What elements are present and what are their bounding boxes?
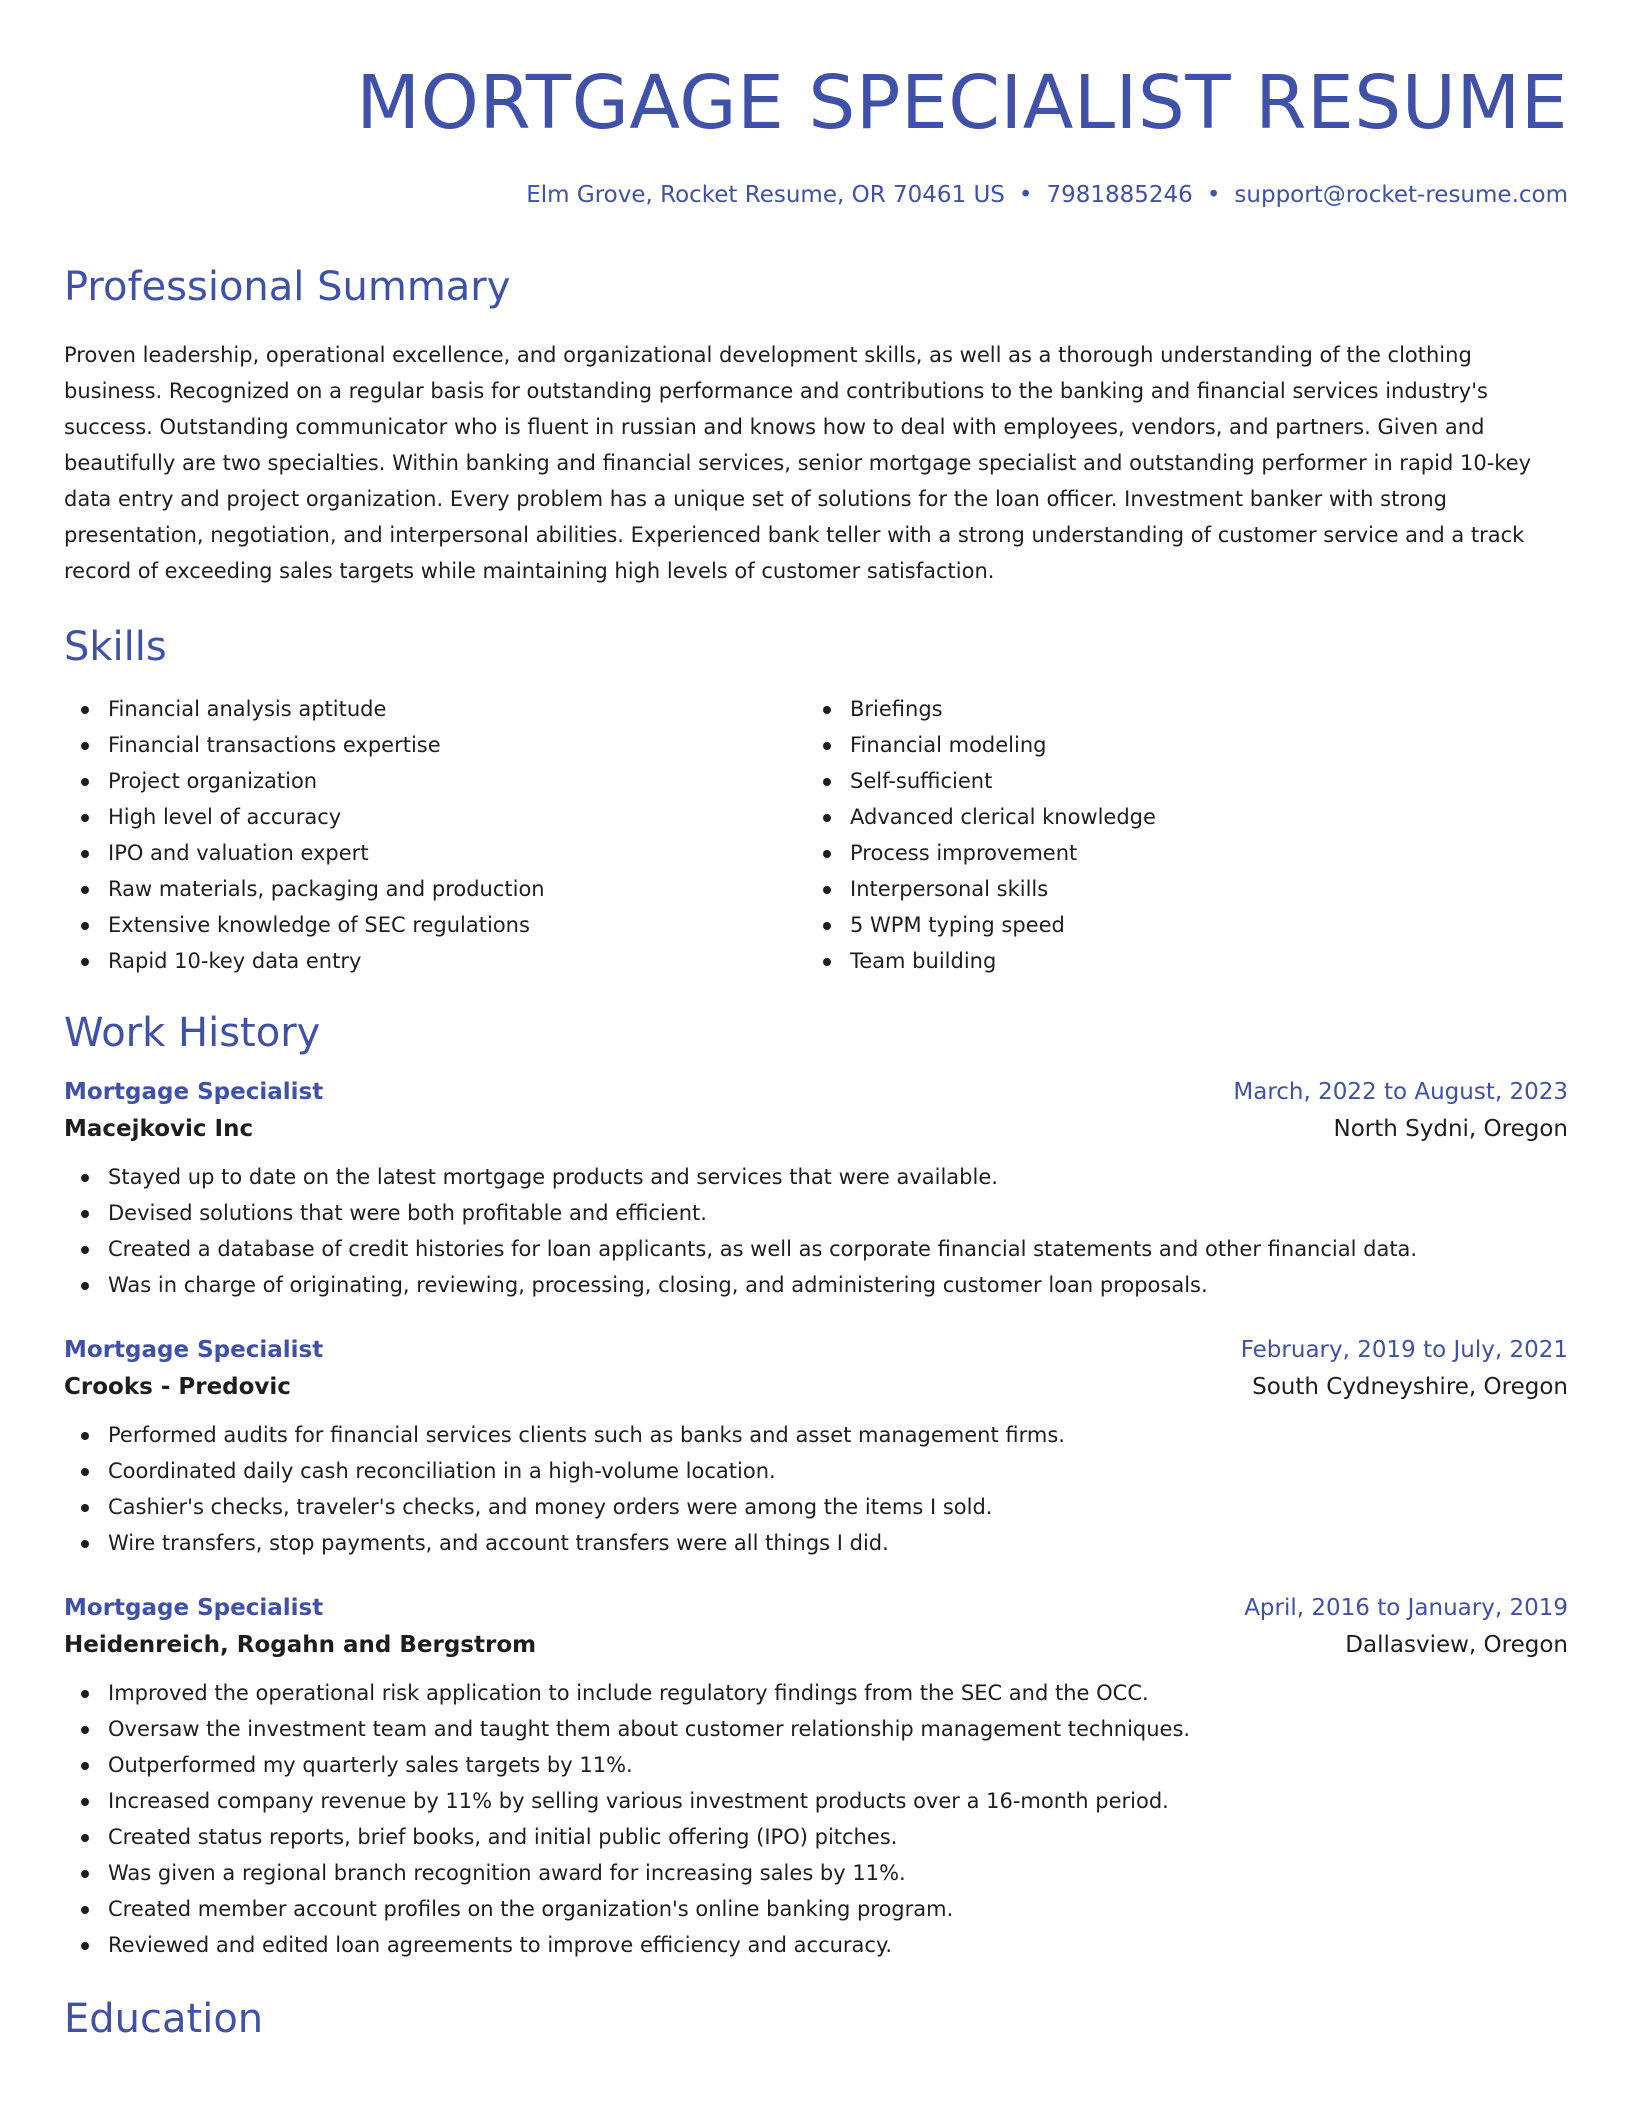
job-dates: March, 2022 to August, 2023: [1233, 1079, 1568, 1105]
duty-item: Coordinated daily cash reconciliation in a high-volume location.: [64, 1453, 1568, 1489]
contact-separator: •: [1018, 182, 1033, 208]
duty-item: Stayed up to date on the latest mortgage products and services that were available.: [64, 1159, 1568, 1195]
job-entry: [64, 1339, 1568, 1561]
job-company: Crooks - Predovic: [64, 1374, 291, 1400]
contact-separator: •: [1206, 182, 1221, 208]
resume-page: [64, 0, 1568, 2042]
skill-item: Financial modeling: [806, 727, 1548, 763]
job-company: Macejkovic Inc: [64, 1116, 254, 1142]
job-title: Mortgage Specialist: [64, 1595, 324, 1621]
job-entry: [64, 1081, 1568, 1303]
skills-left-list: [64, 691, 806, 979]
job-title: Mortgage Specialist: [64, 1079, 324, 1105]
skill-item: Financial analysis aptitude: [64, 691, 806, 727]
skill-item: Briefings: [806, 691, 1548, 727]
skill-item: Self-sufficient: [806, 763, 1548, 799]
duty-item: Performed audits for financial services clients such as banks and asset management firms.: [64, 1417, 1568, 1453]
job-company: Heidenreich, Rogahn and Bergstrom: [64, 1632, 537, 1658]
skill-item: Rapid 10-key data entry: [64, 943, 806, 979]
skill-item: 5 WPM typing speed: [806, 907, 1548, 943]
resume-title: MORTGAGE SPECIALIST RESUME: [356, 60, 1568, 146]
duty-item: Increased company revenue by 11% by selling various investment products over a 16-month period.: [64, 1783, 1568, 1819]
job-duties: [64, 1417, 1568, 1561]
education-heading: Education: [64, 1996, 264, 2042]
job-title: Mortgage Specialist: [64, 1337, 324, 1363]
summary-heading: Professional Summary: [64, 264, 511, 310]
skill-item: Process improvement: [806, 835, 1548, 871]
contact-email: support@rocket-resume.com: [1234, 182, 1568, 208]
skill-item: Extensive knowledge of SEC regulations: [64, 907, 806, 943]
job-location: North Sydni, Oregon: [1333, 1116, 1568, 1142]
duty-item: Created member account profiles on the organization's online banking program.: [64, 1891, 1568, 1927]
work-history-heading: Work History: [64, 1010, 321, 1056]
contact-line: [64, 184, 1568, 207]
job-dates: February, 2019 to July, 2021: [1240, 1337, 1568, 1363]
duty-item: Was in charge of originating, reviewing, processing, closing, and administering customer loan proposals.: [64, 1267, 1568, 1303]
duty-item: Outperformed my quarterly sales targets by 11%.: [64, 1747, 1568, 1783]
skill-item: Project organization: [64, 763, 806, 799]
duty-item: Cashier's checks, traveler's checks, and money orders were among the items I sold.: [64, 1489, 1568, 1525]
skill-item: Team building: [806, 943, 1548, 979]
job-duties: [64, 1675, 1568, 1963]
job-location: South Cydneyshire, Oregon: [1252, 1374, 1568, 1400]
duty-item: Improved the operational risk application to include regulatory findings from the SEC and the OCC.: [64, 1675, 1568, 1711]
job-duties: [64, 1159, 1568, 1303]
skill-item: High level of accuracy: [64, 799, 806, 835]
duty-item: Created a database of credit histories for loan applicants, as well as corporate financial statements and other financial data.: [64, 1231, 1568, 1267]
summary-text: Proven leadership, operational excellence, and organizational development skills, as well as a thorough understanding of the clothing business. Recognized on a regular basis for outstanding performance and contributions to the banking and financial services industry's success. Outstanding communicator who is fluent in russian and knows how to deal with employees, vendors, and partners. Given and beautifully are two specialties. Within banking and financial services, senior mortgage specialist and outstanding performer in rapid 10-key data entry and project organization. Every problem has a unique set of solutions for the loan officer. Investment banker with strong presentation, negotiation, and interpersonal abilities. Experienced bank teller with a strong understanding of customer service and a track record of exceeding sales targets while maintaining high levels of customer satisfaction.: [64, 343, 1532, 583]
duty-item: Was given a regional branch recognition award for increasing sales by 11%.: [64, 1855, 1568, 1891]
skills-columns: [64, 691, 1568, 979]
job-entry: [64, 1597, 1568, 1963]
skill-item: Interpersonal skills: [806, 871, 1548, 907]
duty-item: Oversaw the investment team and taught them about customer relationship management techniques.: [64, 1711, 1568, 1747]
skill-item: Raw materials, packaging and production: [64, 871, 806, 907]
skills-heading: Skills: [64, 624, 167, 670]
duty-item: Wire transfers, stop payments, and account transfers were all things I did.: [64, 1525, 1568, 1561]
duty-item: Created status reports, brief books, and initial public offering (IPO) pitches.: [64, 1819, 1568, 1855]
contact-address: Elm Grove, Rocket Resume, OR 70461 US: [526, 182, 1005, 208]
job-dates: April, 2016 to January, 2019: [1244, 1595, 1568, 1621]
duty-item: Reviewed and edited loan agreements to improve efficiency and accuracy.: [64, 1927, 1568, 1963]
skill-item: IPO and valuation expert: [64, 835, 806, 871]
skills-right-list: [806, 691, 1548, 979]
skill-item: Financial transactions expertise: [64, 727, 806, 763]
skill-item: Advanced clerical knowledge: [806, 799, 1548, 835]
duty-item: Devised solutions that were both profitable and efficient.: [64, 1195, 1568, 1231]
job-location: Dallasview, Oregon: [1345, 1632, 1568, 1658]
contact-phone: 7981885246: [1046, 182, 1193, 208]
